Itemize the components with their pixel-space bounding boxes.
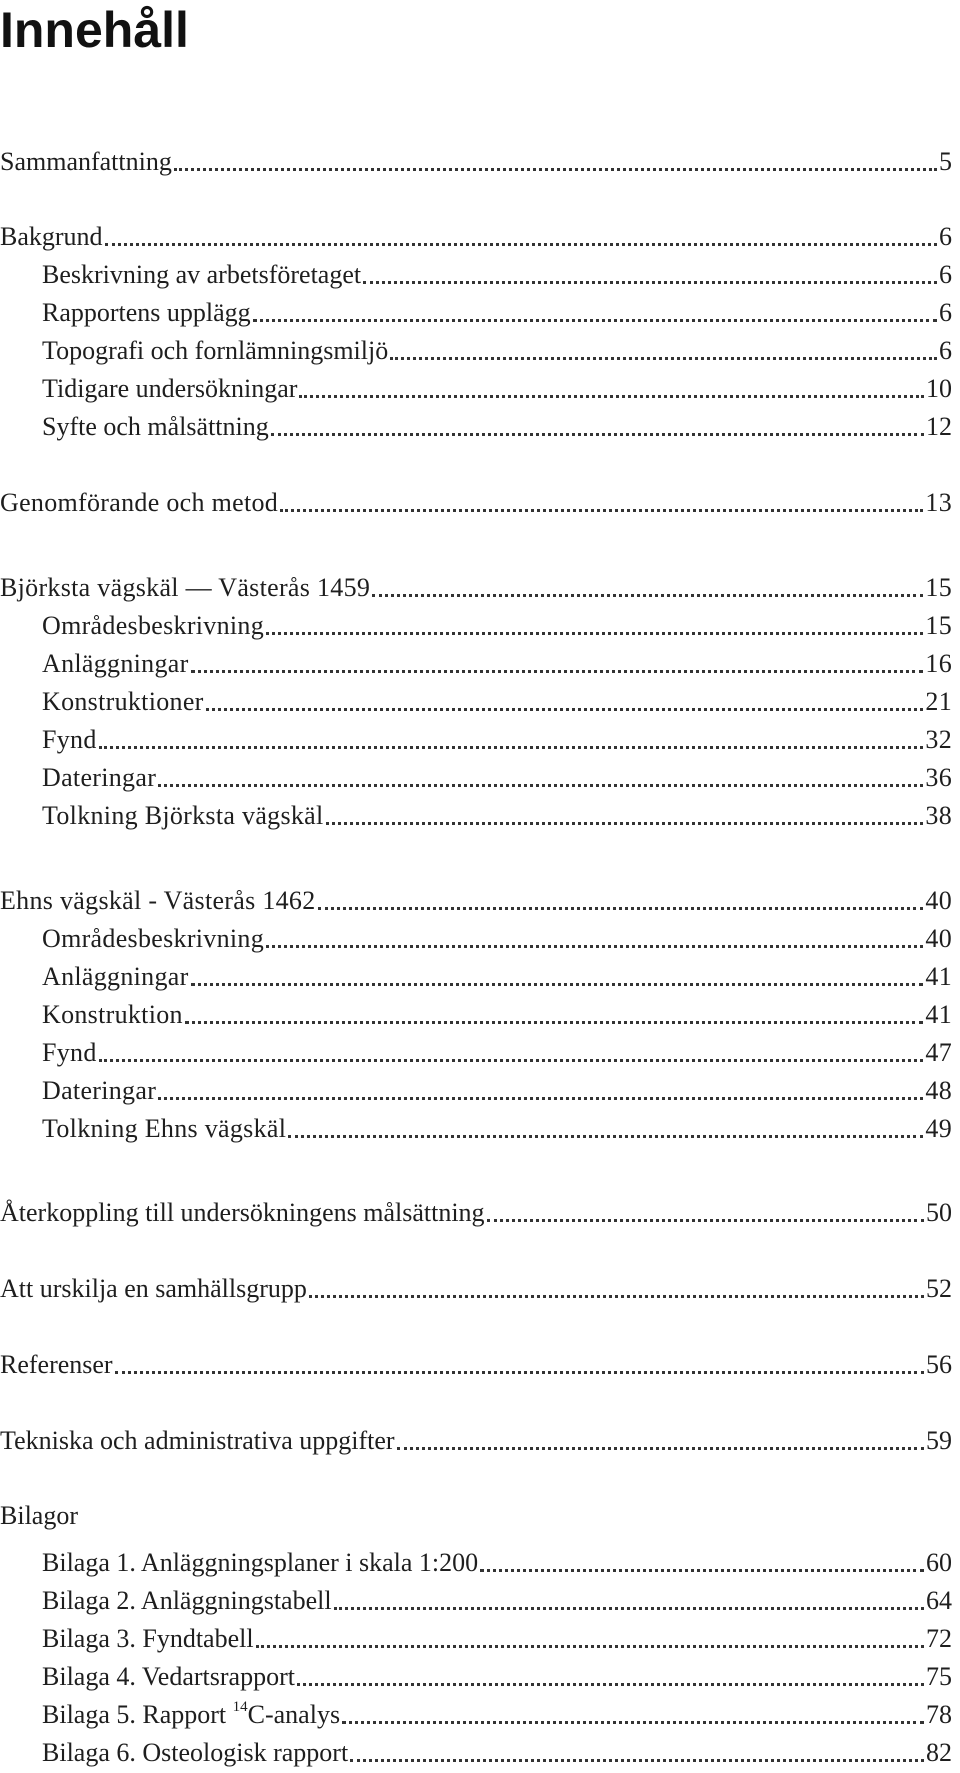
toc-entry-page: 72	[926, 1624, 952, 1653]
toc-entry-page: 50	[926, 1198, 952, 1227]
toc-entry-page: 41	[925, 1000, 952, 1029]
toc-entry-bilaga-1[interactable]	[0, 1541, 952, 1579]
toc-entry-label: Björksta vägskäl — Västerås 1459	[0, 573, 371, 602]
toc-entry-genomforande[interactable]	[0, 481, 952, 519]
dot-leader	[318, 907, 924, 910]
toc-entry-ehns-omrade[interactable]	[0, 917, 952, 955]
toc-entry-page: 38	[925, 801, 952, 830]
toc-entry-page: 12	[926, 412, 952, 441]
toc-entry-bjorksta-konstruktioner[interactable]	[0, 680, 952, 718]
dot-leader	[99, 746, 924, 749]
toc-entry-ehns-anlaggningar[interactable]	[0, 955, 952, 993]
toc-entry-ehns-fynd[interactable]	[0, 1031, 952, 1069]
dot-leader	[334, 1607, 924, 1610]
toc-entry-bjorksta-omrade[interactable]	[0, 604, 952, 642]
superscript: 14	[232, 1699, 248, 1715]
toc-entry-label: Dateringar	[42, 763, 157, 792]
dot-leader	[288, 1135, 923, 1138]
toc-entry-ehns-konstruktion[interactable]	[0, 993, 952, 1031]
toc-entry-label: Fynd	[42, 725, 97, 754]
dot-leader	[105, 243, 937, 246]
toc-entry-page: 40	[925, 924, 952, 953]
toc-entry-label: Tolkning Ehns vägskäl	[42, 1114, 287, 1143]
dot-leader	[158, 1097, 923, 1100]
toc-entry-bjorksta[interactable]	[0, 566, 952, 604]
toc-entry-page: 49	[925, 1114, 952, 1143]
label-suffix: C-analys	[247, 1700, 341, 1729]
toc-entry-page: 41	[925, 962, 952, 991]
toc-entry-label: Fynd	[42, 1038, 97, 1067]
toc-entry-label: Beskrivning av arbetsföretaget	[42, 260, 362, 289]
toc-entry-page: 21	[925, 687, 952, 716]
toc-entry-bjorksta-tolkning[interactable]	[0, 794, 952, 832]
toc-entry-aterkoppling[interactable]	[0, 1191, 952, 1229]
toc-entry-bilaga-2[interactable]	[0, 1579, 952, 1617]
toc-entry-label: Bilaga 2. Anläggningstabell	[42, 1586, 332, 1615]
toc-entry-page: 6	[939, 336, 952, 365]
dot-leader	[256, 1645, 924, 1648]
toc-entry-bjorksta-anlaggningar[interactable]	[0, 642, 952, 680]
toc-entry-label	[42, 1699, 340, 1731]
toc-entry-page: 78	[926, 1700, 952, 1729]
dot-leader	[99, 1059, 924, 1062]
toc-entry-label: Syfte och målsättning	[42, 412, 269, 441]
toc-entry-sammanfattning[interactable]	[0, 140, 952, 178]
toc-entry-tekniska[interactable]	[0, 1419, 952, 1457]
toc-entry-page: 5	[939, 147, 952, 176]
toc-entry-page: 47	[925, 1038, 952, 1067]
toc-entry-label: Genomförande och metod	[0, 488, 279, 517]
toc-entry-page: 36	[925, 763, 952, 792]
dot-leader	[299, 395, 924, 398]
toc-entry-tidigare[interactable]	[0, 367, 952, 405]
toc-entry-bilaga-4[interactable]	[0, 1655, 952, 1693]
toc-entry-syfte[interactable]	[0, 405, 952, 443]
toc-entry-label: Rapportens upplägg	[42, 298, 251, 327]
toc-entry-label: Referenser	[0, 1350, 113, 1379]
dot-leader	[390, 357, 937, 360]
toc-entry-label: Ehns vägskäl - Västerås 1462	[0, 886, 316, 915]
dot-leader	[266, 945, 923, 948]
dot-leader	[487, 1219, 924, 1222]
toc-entry-bilaga-5[interactable]	[0, 1693, 952, 1731]
dot-leader	[342, 1721, 924, 1724]
toc-entry-topografi[interactable]	[0, 329, 952, 367]
toc-entry-ehns-tolkning[interactable]	[0, 1107, 952, 1145]
dot-leader	[309, 1295, 924, 1298]
toc-entry-label: Tekniska och administrativa uppgifter	[0, 1426, 395, 1455]
toc-entry-label: Anläggningar	[42, 962, 189, 991]
toc-entry-page: 6	[939, 222, 952, 251]
dot-leader	[266, 632, 923, 635]
dot-leader	[297, 1683, 924, 1686]
dot-leader	[363, 281, 937, 284]
toc-entry-label: Att urskilja en samhällsgrupp	[0, 1274, 307, 1303]
dot-leader	[115, 1371, 924, 1374]
toc-entry-label: Topografi och fornlämningsmiljö	[42, 336, 389, 365]
toc-entry-label: Anläggningar	[42, 649, 189, 678]
toc-entry-page: 75	[926, 1662, 952, 1691]
dot-leader	[480, 1569, 924, 1572]
toc-entry-page: 82	[926, 1738, 952, 1767]
toc-entry-bilaga-3[interactable]	[0, 1617, 952, 1655]
dot-leader	[271, 433, 924, 436]
toc-entry-page: 56	[926, 1350, 952, 1379]
label-prefix: Bilaga 5. Rapport	[42, 1700, 233, 1729]
toc-entry-label: Bakgrund	[0, 222, 103, 251]
toc-entry-page: 32	[925, 725, 952, 754]
dot-leader	[326, 822, 924, 825]
toc-entry-rapportens-upplagg[interactable]	[0, 291, 952, 329]
toc-entry-page: 16	[925, 649, 952, 678]
toc-entry-urskilja[interactable]	[0, 1267, 952, 1305]
dot-leader	[350, 1759, 924, 1762]
toc-entry-label: Områdesbeskrivning	[42, 924, 265, 953]
toc-entry-page: 15	[925, 573, 952, 602]
toc-entry-bjorksta-dateringar[interactable]	[0, 756, 952, 794]
dot-leader	[158, 784, 923, 787]
toc-entry-page: 15	[925, 611, 952, 640]
dot-leader	[280, 509, 923, 512]
toc-entry-label: Sammanfattning	[0, 147, 172, 176]
toc-entry-page: 60	[926, 1548, 952, 1577]
toc-entry-page: 6	[939, 298, 952, 327]
toc-entry-label: Återkoppling till undersökningens målsättning	[0, 1198, 485, 1227]
dot-leader	[174, 168, 937, 171]
toc-entry-label: Bilaga 3. Fyndtabell	[42, 1624, 254, 1653]
toc-entry-label: Tidigare undersökningar	[42, 374, 298, 403]
toc-entry-label: Konstruktioner	[42, 687, 204, 716]
toc-entry-page: 40	[925, 886, 952, 915]
toc-entry-bakgrund[interactable]	[0, 215, 952, 253]
toc-entry-page: 10	[926, 374, 952, 403]
toc-entry-page: 52	[926, 1274, 952, 1303]
toc-entry-page: 48	[925, 1076, 952, 1105]
toc-heading-bilagor: Bilagor	[0, 1501, 78, 1530]
toc-entry-label: Bilaga 6. Osteologisk rapport	[42, 1738, 349, 1767]
toc-entry-label: Tolkning Björksta vägskäl	[42, 801, 324, 830]
toc-entry-label: Konstruktion	[42, 1000, 183, 1029]
toc-entry-ehns[interactable]	[0, 879, 952, 917]
toc-entry-page: 6	[939, 260, 952, 289]
dot-leader	[253, 319, 937, 322]
toc-entry-beskrivning[interactable]	[0, 253, 952, 291]
dot-leader	[206, 708, 924, 711]
dot-leader	[185, 1021, 924, 1024]
dot-leader	[397, 1447, 924, 1450]
toc-entry-label: Bilaga 1. Anläggningsplaner i skala 1:200	[42, 1548, 479, 1577]
toc-entry-label: Bilaga 4. Vedartsrapport	[42, 1662, 295, 1691]
toc-entry-page: 59	[926, 1426, 952, 1455]
dot-leader	[191, 983, 924, 986]
toc-entry-ehns-dateringar[interactable]	[0, 1069, 952, 1107]
dot-leader	[372, 594, 923, 597]
toc-entry-page: 13	[925, 488, 952, 517]
toc-entry-page: 64	[926, 1586, 952, 1615]
toc-entry-referenser[interactable]	[0, 1343, 952, 1381]
toc-entry-label: Dateringar	[42, 1076, 157, 1105]
toc-entry-label: Områdesbeskrivning	[42, 611, 265, 640]
toc-entry-bilaga-6[interactable]	[0, 1731, 952, 1769]
toc-entry-bjorksta-fynd[interactable]	[0, 718, 952, 756]
page-title: Innehåll	[0, 2, 189, 58]
dot-leader	[191, 670, 924, 673]
